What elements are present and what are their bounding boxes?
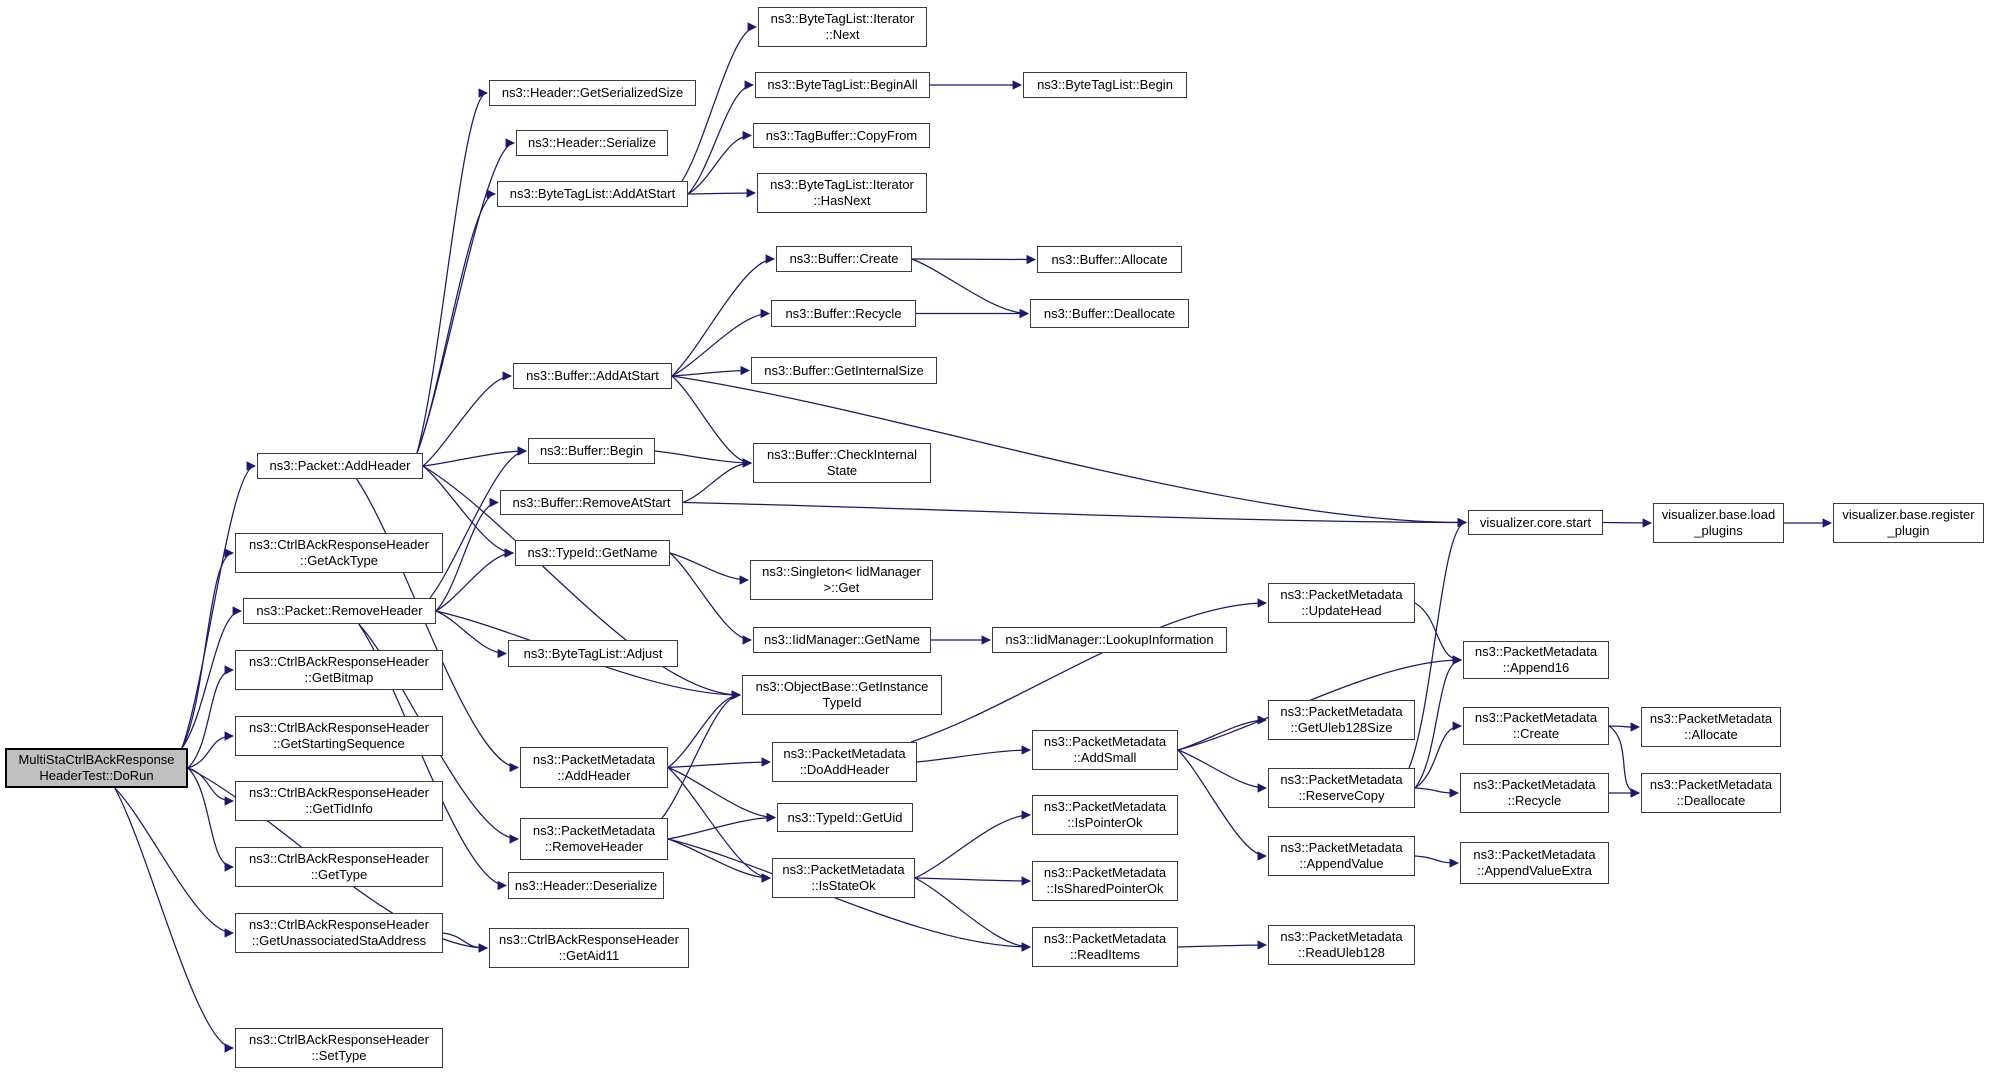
graph-node-btlBeginAll[interactable]: [755, 72, 930, 98]
edge-bufRemoveAtStart-bufCheckInternalState: [683, 463, 751, 503]
graph-node-label: ::AddSmall: [1073, 750, 1137, 765]
graph-node-label: ns3::ByteTagList::Adjust: [523, 645, 663, 661]
edge-pmIsStateOk-pmIsPointerOk: [915, 815, 1030, 878]
edge-pktRemoveHeader-bufBegin: [430, 451, 526, 598]
graph-node-label: ns3::Singleton< IidManager: [762, 564, 921, 579]
graph-node-label: ::ReserveCopy: [1298, 788, 1385, 803]
graph-node-label: ns3::IidManager::LookupInformation: [1005, 632, 1214, 647]
graph-node-label: ::UpdateHead: [1301, 603, 1382, 618]
graph-node-label: ::ReadUleb128: [1298, 945, 1385, 960]
graph-node-label: ns3::PacketMetadata: [1043, 799, 1167, 814]
graph-node-iidLookupInformation[interactable]: [992, 627, 1227, 653]
edge-doRun-getTidInfo: [188, 768, 233, 801]
graph-node-label: ns3::IidManager::GetName: [763, 632, 921, 647]
edge-pmDoAddHeader-pmUpdateHead: [911, 603, 1266, 742]
graph-node-label: ::SetType: [311, 1048, 367, 1063]
graph-node-label: visualizer.base.register: [1842, 507, 1975, 522]
edge-bufRemoveAtStart-vizCoreStart: [683, 503, 1466, 523]
graph-node-label: ::GetBitmap: [304, 670, 374, 685]
graph-node-label: ns3::ObjectBase::GetInstance: [755, 679, 929, 694]
graph-node-btlIterHasNext[interactable]: [757, 173, 927, 213]
edge-bufAddAtStart-bufCheckInternalState: [672, 376, 751, 463]
graph-node-label: ns3::Packet::AddHeader: [269, 458, 411, 473]
graph-node-label: ns3::Buffer::CheckInternal: [766, 447, 918, 462]
graph-node-getStartingSequence[interactable]: [235, 716, 443, 756]
graph-node-label: ::Allocate: [1684, 727, 1738, 742]
graph-node-tagBufCopyFrom[interactable]: [753, 123, 930, 148]
graph-node-label: ns3::CtrlBAckResponseHeader: [249, 537, 429, 552]
edge-doRun-setType: [115, 788, 233, 1048]
graph-node-typeIdGetName[interactable]: [515, 540, 670, 566]
graph-node-label: ns3::ByteTagList::Iterator: [770, 177, 914, 192]
graph-node-pmIsPointerOk[interactable]: [1032, 795, 1178, 835]
graph-node-label: ::ReadItems: [1069, 947, 1141, 962]
graph-node-label: ::GetTidInfo: [305, 801, 373, 816]
graph-node-label: HeaderTest::DoRun: [39, 768, 154, 783]
graph-node-label: ns3::ByteTagList::Begin: [1037, 77, 1173, 92]
graph-node-label: ::Next: [825, 27, 860, 42]
graph-node-bufAllocate[interactable]: [1037, 246, 1182, 273]
graph-node-iidGetName[interactable]: [753, 627, 931, 653]
graph-node-getAckType[interactable]: [235, 533, 443, 573]
graph-node-getType[interactable]: [235, 847, 443, 887]
graph-node-label: ns3::PacketMetadata: [1043, 931, 1167, 946]
edge-pktAddHeader-bufBegin: [423, 451, 526, 466]
graph-node-pmAppend16[interactable]: [1463, 641, 1609, 679]
edge-pmAddHeader-objGetInstanceTypeId: [668, 695, 740, 768]
edge-pmReadItems-pmReadUleb128: [1178, 945, 1266, 947]
graph-node-label: ns3::PacketMetadata: [1280, 929, 1403, 944]
graph-node-label: ns3::CtrlBAckResponseHeader: [249, 720, 429, 735]
graph-node-label: ::GetUnassociatedStaAddress: [251, 933, 427, 948]
edge-typeIdGetName-iidGetName: [670, 553, 751, 640]
graph-node-label: ns3::CtrlBAckResponseHeader: [249, 1032, 429, 1047]
graph-node-label: State: [826, 463, 858, 478]
graph-node-bufRecycle[interactable]: [771, 300, 916, 327]
graph-node-label: ns3::TagBuffer::CopyFrom: [765, 127, 918, 143]
graph-node-label: ::HasNext: [813, 193, 871, 208]
graph-node-label: visualizer.base.load: [1661, 507, 1776, 522]
graph-node-label: _plugin: [1887, 523, 1930, 538]
graph-node-bufBegin[interactable]: [528, 438, 655, 464]
edge-pmIsStateOk-pmIsSharedPointerOk: [915, 878, 1030, 881]
graph-node-bufGetInternalSize[interactable]: [751, 357, 937, 384]
graph-node-pmDoAddHeader[interactable]: [772, 742, 917, 782]
graph-node-vizLoadPlugins[interactable]: [1653, 503, 1784, 543]
graph-node-label: ns3::PacketMetadata: [1280, 704, 1403, 719]
graph-node-label: MultiStaCtrlBAckResponse: [18, 752, 175, 767]
graph-node-label: ::DoAddHeader: [799, 762, 890, 777]
graph-node-vizRegisterPlugin[interactable]: [1833, 503, 1984, 543]
graph-node-label: ns3::ByteTagList::AddAtStart: [509, 186, 676, 201]
edge-pmUpdateHead-pmAppend16: [1415, 603, 1461, 660]
graph-node-label: TypeId: [822, 695, 862, 710]
edge-doRun-getBitmap: [188, 670, 233, 768]
graph-node-getTidInfo[interactable]: [235, 781, 443, 821]
graph-node-pktAddHeader[interactable]: [257, 453, 423, 479]
edge-pmReserveCopy-pmRecycle: [1415, 788, 1458, 793]
graph-node-typeIdGetUid[interactable]: [777, 803, 913, 832]
graph-node-pmAddSmall[interactable]: [1032, 730, 1178, 770]
graph-node-pmCreate[interactable]: [1463, 707, 1609, 745]
graph-node-label: ns3::PacketMetadata: [1280, 840, 1403, 855]
graph-node-pmAddHeader[interactable]: [520, 747, 668, 788]
graph-node-pmRecycle[interactable]: [1460, 773, 1609, 813]
edge-doRun-getType: [188, 768, 233, 867]
edge-pmReserveCopy-pmAppend16: [1415, 660, 1461, 788]
graph-node-label: ns3::Header::Serialize: [528, 135, 656, 150]
graph-node-getBitmap[interactable]: [235, 650, 443, 690]
graph-node-label: ns3::Buffer::Begin: [539, 443, 644, 458]
edge-doRun-getUnassociatedStaAddress: [115, 788, 233, 933]
graph-node-pmReadUleb128[interactable]: [1268, 925, 1415, 965]
edge-pktAddHeader-getSerializedSize: [417, 93, 487, 453]
graph-node-label: ::RemoveHeader: [544, 839, 644, 854]
graph-node-label: ::Create: [1512, 726, 1560, 741]
graph-node-btlIterNext[interactable]: [758, 7, 927, 47]
graph-node-pmReadItems[interactable]: [1032, 927, 1178, 967]
graph-node-label: ns3::CtrlBAckResponseHeader: [249, 654, 429, 669]
graph-node-label: ::GetAid11: [558, 948, 620, 963]
graph-node-vizCoreStart[interactable]: [1468, 510, 1603, 535]
graph-node-label: ::AppendValueExtra: [1477, 863, 1592, 878]
graph-node-label: ns3::CtrlBAckResponseHeader: [249, 851, 429, 866]
graph-node-label: ns3::PacketMetadata: [1649, 777, 1773, 792]
graph-node-label: ns3::CtrlBAckResponseHeader: [499, 932, 679, 947]
graph-node-pmReserveCopy[interactable]: [1268, 768, 1415, 808]
edge-pmAddSmall-pmGetUleb128Size: [1178, 720, 1266, 750]
edge-pmIsStateOk-pmReadItems: [915, 878, 1030, 947]
graph-node-label: ::GetUleb128Size: [1290, 720, 1393, 735]
graph-node-label: ns3::CtrlBAckResponseHeader: [249, 785, 429, 800]
edge-pmAddSmall-pmAppendValue: [1178, 750, 1266, 856]
graph-node-pmRemoveHeader[interactable]: [520, 818, 668, 860]
graph-node-pmIsStateOk[interactable]: [772, 858, 915, 898]
graph-node-bufRemoveAtStart[interactable]: [500, 490, 683, 515]
graph-node-label: ns3::Packet::RemoveHeader: [256, 603, 423, 618]
graph-node-label: ns3::PacketMetadata: [782, 862, 905, 877]
edge-pmCreate-pmDeallocate: [1609, 726, 1639, 793]
edge-bufCreate-bufDeallocate: [912, 259, 1028, 314]
graph-node-pmAppendValue[interactable]: [1268, 836, 1415, 876]
graph-node-serialize[interactable]: [516, 130, 668, 156]
edge-pmCreate-pmAllocate: [1609, 726, 1639, 727]
graph-node-pmDeallocate[interactable]: [1641, 773, 1781, 813]
graph-node-label: ns3::PacketMetadata: [1649, 711, 1773, 726]
graph-node-getUnassociatedStaAddress[interactable]: [235, 913, 443, 953]
edge-btlAddAtStart-btlBeginAll: [688, 85, 753, 194]
graph-node-pktRemoveHeader[interactable]: [243, 598, 436, 624]
graph-node-label: ns3::PacketMetadata: [1473, 847, 1596, 862]
graph-node-doRun[interactable]: [5, 748, 188, 788]
edge-pmDoAddHeader-pmAddSmall: [917, 750, 1030, 762]
edge-pmRemoveHeader-objGetInstanceTypeId: [662, 695, 740, 818]
graph-node-label: ::Append16: [1502, 660, 1570, 675]
edge-btlAddAtStart-btlIterHasNext: [688, 193, 755, 194]
graph-node-label: ns3::PacketMetadata: [1280, 772, 1403, 787]
graph-node-label: ns3::CtrlBAckResponseHeader: [249, 917, 429, 932]
graph-node-label: ns3::Buffer::GetInternalSize: [764, 362, 924, 378]
graph-node-label: ns3::Buffer::Create: [789, 251, 899, 266]
graph-node-label: ::Recycle: [1507, 793, 1562, 808]
graph-node-label: ns3::PacketMetadata: [1043, 734, 1167, 749]
edge-pktRemoveHeader-bufRemoveAtStart: [436, 503, 498, 612]
edge-doRun-getStartingSequence: [188, 736, 233, 768]
graph-node-label: ns3::PacketMetadata: [1473, 777, 1596, 792]
edge-pmAddHeader-pmDoAddHeader: [668, 762, 770, 768]
graph-node-setType[interactable]: [235, 1028, 443, 1068]
graph-node-getSerializedSize[interactable]: [489, 80, 696, 106]
edge-pktRemoveHeader-typeIdGetName: [436, 553, 513, 611]
graph-node-label: ::GetAckType: [299, 553, 379, 568]
graph-node-label: >::Get: [823, 580, 860, 595]
graph-node-label: ::AddHeader: [557, 767, 631, 783]
graph-node-label: ::IsSharedPointerOk: [1046, 881, 1164, 896]
graph-node-label: ::IsStateOk: [811, 878, 876, 893]
graph-node-label: ns3::PacketMetadata: [532, 823, 656, 838]
graph-node-bufDeallocate[interactable]: [1030, 299, 1189, 328]
graph-node-label: ns3::PacketMetadata: [1474, 644, 1598, 659]
edge-doRun-getAckType: [182, 553, 233, 748]
graph-node-label: ns3::PacketMetadata: [1043, 865, 1167, 880]
edge-bufCreate-bufAllocate: [912, 259, 1035, 260]
graph-node-bufCreate[interactable]: [776, 246, 912, 272]
edge-btlAddAtStart-tagBufCopyFrom: [688, 136, 751, 195]
graph-node-label: ns3::PacketMetadata: [1474, 710, 1598, 725]
graph-node-bufAddAtStart[interactable]: [513, 363, 672, 389]
graph-node-bufCheckInternalState[interactable]: [753, 443, 931, 483]
graph-node-label: ns3::Buffer::Recycle: [785, 305, 902, 321]
edge-pmAddHeader-typeIdGetUid: [668, 768, 775, 818]
graph-node-label: ns3::PacketMetadata: [1280, 587, 1403, 602]
graph-node-pmUpdateHead[interactable]: [1268, 583, 1415, 623]
graph-node-label: ns3::Buffer::Allocate: [1051, 251, 1168, 267]
graph-node-pmGetUleb128Size[interactable]: [1268, 700, 1415, 740]
graph-node-label: ns3::PacketMetadata: [532, 751, 656, 767]
graph-node-label: ns3::Buffer::Deallocate: [1043, 305, 1176, 321]
edge-pmReserveCopy-vizCoreStart: [1409, 523, 1466, 769]
graph-node-label: ns3::TypeId::GetName: [527, 545, 658, 560]
edge-pmReserveCopy-pmCreate: [1415, 726, 1461, 788]
graph-node-label: ::AppendValue: [1299, 856, 1384, 871]
graph-node-label: ::GetType: [310, 867, 368, 882]
graph-node-label: ::IsPointerOk: [1067, 815, 1143, 830]
graph-node-label: ::GetStartingSequence: [273, 736, 405, 751]
graph-node-label: ::Deallocate: [1676, 793, 1746, 808]
graph-node-objGetInstanceTypeId[interactable]: [742, 675, 942, 715]
edge-pktAddHeader-btlAddAtStart: [417, 194, 495, 453]
graph-node-btlBegin[interactable]: [1023, 72, 1187, 98]
graph-node-label: ns3::Buffer::RemoveAtStart: [512, 494, 671, 510]
edge-pmAddSmall-pmReserveCopy: [1178, 750, 1266, 788]
graph-node-label: ns3::Header::GetSerializedSize: [501, 85, 684, 100]
graph-node-headerDeserialize[interactable]: [508, 872, 664, 899]
graph-node-pmAppendValueExtra[interactable]: [1460, 842, 1609, 884]
edge-pmAppendValue-pmAppendValueExtra: [1415, 856, 1458, 863]
graph-node-label: visualizer.core.start: [1479, 514, 1592, 530]
edge-doRun-pktRemoveHeader: [182, 611, 241, 748]
graph-node-label: ns3::ByteTagList::BeginAll: [767, 77, 918, 92]
edge-vizCoreStart-vizLoadPlugins: [1603, 523, 1651, 524]
graph-node-pmAllocate[interactable]: [1641, 707, 1781, 747]
graph-node-btlAdjust[interactable]: [508, 640, 678, 667]
graph-node-label: ns3::TypeId::GetUid: [787, 809, 903, 825]
graph-node-label: ns3::PacketMetadata: [783, 746, 906, 761]
graph-node-label: ns3::ByteTagList::Iterator: [770, 11, 915, 26]
graph-node-label: _plugins: [1694, 523, 1743, 538]
graph-node-pmIsSharedPointerOk[interactable]: [1032, 861, 1178, 901]
graph-node-getAid11[interactable]: [489, 928, 689, 968]
edge-pktRemoveHeader-btlAdjust: [436, 611, 506, 654]
graph-node-btlAddAtStart[interactable]: [497, 181, 688, 207]
graph-node-label: ns3::Header::Deserialize: [514, 877, 658, 893]
edge-bufAddAtStart-bufGetInternalSize: [672, 371, 749, 377]
graph-node-label: ns3::Buffer::AddAtStart: [526, 368, 659, 383]
graph-node-singletonGet[interactable]: [750, 560, 933, 600]
